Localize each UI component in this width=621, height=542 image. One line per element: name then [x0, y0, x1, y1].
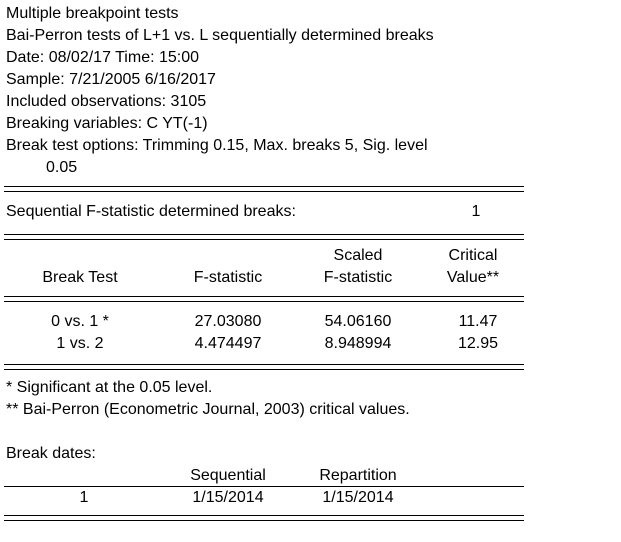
- output-title: Multiple breakpoint tests: [6, 5, 179, 22]
- output-subtitle: Bai-Perron tests of L+1 vs. L sequentially determined breaks: [6, 27, 434, 44]
- column-header-sequential: Sequential: [190, 467, 266, 484]
- f-statistic-cell: 4.474497: [194, 335, 262, 352]
- scaled-f-statistic-cell: 8.948994: [324, 335, 392, 352]
- breaking-variables-line: Breaking variables: C YT(-1): [6, 115, 208, 132]
- date-line: Date: 08/02/17 Time: 15:00: [6, 49, 200, 66]
- sequential-breaks-value: 1: [471, 203, 481, 220]
- break-index-cell: 1: [79, 489, 89, 506]
- divider-line: [4, 239, 524, 240]
- sequential-breaks-label: Sequential F-statistic determined breaks:: [6, 203, 296, 220]
- divider-line: [4, 364, 524, 365]
- break-test-options-continued: 0.05: [46, 159, 78, 176]
- column-header-critical: Critical: [448, 247, 498, 264]
- column-header-repartition: Repartition: [319, 467, 397, 484]
- divider-line: [4, 191, 524, 192]
- break-test-cell: 0 vs. 1 *: [51, 313, 109, 330]
- column-header-critical-value: Value**: [446, 269, 500, 286]
- break-dates-label: Break dates:: [6, 445, 96, 462]
- break-test-options-line: Break test options: Trimming 0.15, Max. breaks 5, Sig. level: [6, 137, 428, 154]
- divider-line: [4, 234, 524, 235]
- significance-note: * Significant at the 0.05 level.: [6, 379, 213, 396]
- divider-line: [4, 296, 524, 297]
- observations-line: Included observations: 3105: [6, 93, 207, 110]
- divider-line: [4, 486, 524, 487]
- divider-line: [4, 301, 524, 302]
- column-header-scaled: Scaled: [333, 247, 383, 264]
- sequential-date-cell: 1/15/2014: [192, 489, 264, 506]
- divider-line: [4, 186, 524, 187]
- critical-value-cell: 11.47: [458, 313, 498, 330]
- scaled-f-statistic-cell: 54.06160: [324, 313, 392, 330]
- divider-line: [4, 515, 524, 516]
- f-statistic-cell: 27.03080: [194, 313, 262, 330]
- critical-values-note: ** Bai-Perron (Econometric Journal, 2003) critical values.: [6, 401, 410, 418]
- column-header-scaled-f-statistic: F-statistic: [323, 269, 393, 286]
- divider-line: [4, 520, 524, 521]
- critical-value-cell: 12.95: [457, 335, 499, 352]
- repartition-date-cell: 1/15/2014: [322, 489, 394, 506]
- sample-line: Sample: 7/21/2005 6/16/2017: [6, 71, 216, 88]
- break-test-cell: 1 vs. 2: [56, 335, 104, 352]
- column-header-f-statistic: F-statistic: [193, 269, 263, 286]
- column-header-break-test: Break Test: [42, 269, 118, 286]
- divider-line: [4, 369, 524, 370]
